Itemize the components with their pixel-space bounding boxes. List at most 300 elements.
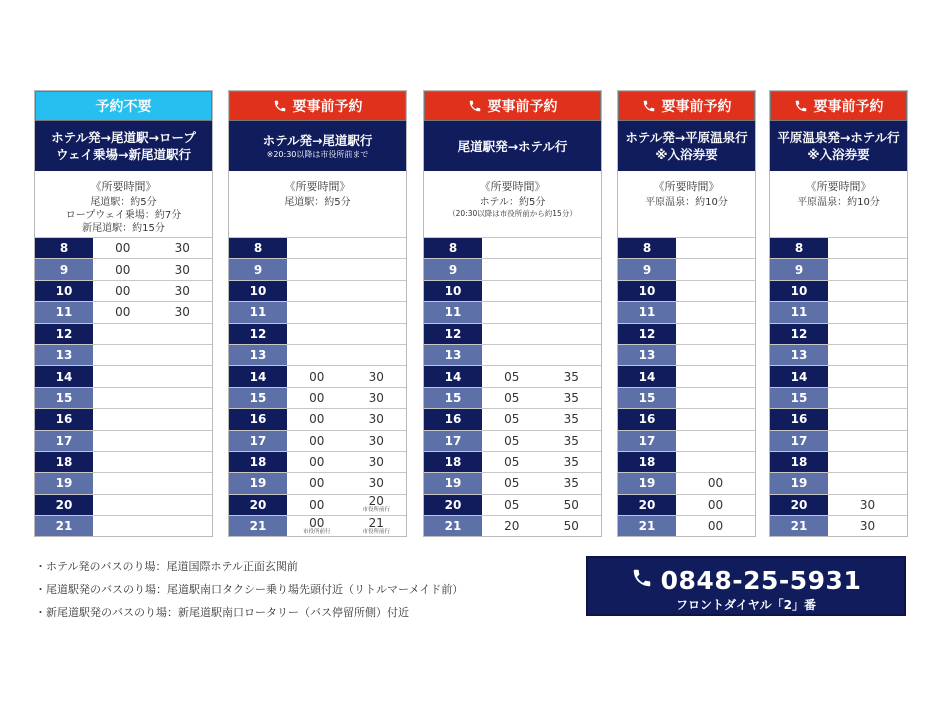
hour-cell: 10 <box>770 281 828 301</box>
minute-cell <box>828 238 907 258</box>
minute-cell <box>482 516 542 536</box>
hour-cell: 18 <box>229 452 287 472</box>
phone-icon <box>642 99 656 113</box>
minute-cell <box>287 238 347 258</box>
minute-cell <box>828 452 907 472</box>
departure-minute: 30 <box>174 241 190 256</box>
minute-cell <box>482 388 542 408</box>
hour-cell: 19 <box>424 473 482 493</box>
minute-cell <box>482 409 542 429</box>
minute-cell <box>482 302 542 322</box>
minute-cell <box>676 302 755 322</box>
route-title <box>35 121 212 171</box>
departure-minute: 20 <box>368 494 384 509</box>
minute-cell <box>482 345 542 365</box>
departure-minute: 00 <box>115 262 131 277</box>
minute-cell <box>676 238 755 258</box>
minute-cell <box>93 388 153 408</box>
timetable-row <box>35 472 212 493</box>
timetable-card <box>617 90 756 537</box>
minute-cell <box>676 473 755 493</box>
hour-cell: 10 <box>229 281 287 301</box>
hour-cell: 11 <box>770 302 828 322</box>
reservation-badge <box>229 91 406 121</box>
departure-minute: 30 <box>859 497 876 512</box>
departure-minute: 50 <box>563 497 579 512</box>
hour-cell: 16 <box>770 409 828 429</box>
timetable-row <box>35 365 212 386</box>
hour-cell: 8 <box>35 238 93 258</box>
departure-minute: 00 <box>115 283 131 298</box>
timetable-row <box>618 301 755 322</box>
hour-cell: 20 <box>618 495 676 515</box>
travel-time-heading: 《所要時間》 <box>284 180 351 193</box>
hour-cell: 16 <box>229 409 287 429</box>
timetable-row <box>770 301 907 322</box>
hour-cell: 17 <box>770 431 828 451</box>
hour-cell: 9 <box>618 259 676 279</box>
hour-cell: 10 <box>35 281 93 301</box>
timetable-row <box>770 323 907 344</box>
hour-cell: 20 <box>424 495 482 515</box>
timetable-row <box>618 323 755 344</box>
reservation-badge <box>618 91 755 121</box>
minute-cell <box>542 302 602 322</box>
timetable-row <box>424 430 601 451</box>
badge-label: 要事前予約 <box>661 99 732 115</box>
timetable-row <box>35 237 212 258</box>
timetable-row <box>35 344 212 365</box>
hour-cell: 12 <box>229 324 287 344</box>
badge-label: 要事前予約 <box>813 99 884 115</box>
timetable-row <box>424 258 601 279</box>
hour-cell: 20 <box>229 495 287 515</box>
departure-minute: 21 <box>368 515 384 530</box>
timetable-row <box>229 280 406 301</box>
departure-minute: 35 <box>563 433 579 448</box>
timetable-row <box>35 430 212 451</box>
hour-cell: 11 <box>618 302 676 322</box>
departure-minute: 00 <box>707 497 724 512</box>
hour-cell: 15 <box>229 388 287 408</box>
hour-cell: 9 <box>424 259 482 279</box>
note-line: ・ホテル発のバスのり場：尾道国際ホテル正面玄関前 <box>35 560 298 573</box>
minute-cell <box>153 302 213 322</box>
timetable-row <box>229 430 406 451</box>
minute-cell <box>287 388 347 408</box>
minute-cell <box>347 409 407 429</box>
departure-minute: 35 <box>563 369 579 384</box>
travel-time-heading: 《所要時間》 <box>653 180 720 193</box>
departure-minute: 30 <box>368 412 384 427</box>
hour-cell: 8 <box>229 238 287 258</box>
travel-time-section <box>618 171 755 237</box>
departure-minute: 30 <box>368 369 384 384</box>
departure-minute: 00 <box>309 515 325 530</box>
minute-cell <box>287 366 347 386</box>
timetable-row <box>35 387 212 408</box>
minute-cell <box>287 345 347 365</box>
minute-cell <box>287 473 347 493</box>
timetable-row <box>424 494 601 515</box>
minute-cell <box>287 259 347 279</box>
route-title-line: ホテル発→尾道駅行 <box>262 132 373 148</box>
minute-cell <box>542 345 602 365</box>
timetable-row <box>229 301 406 322</box>
departure-minute: 05 <box>504 390 520 405</box>
badge-label: 予約不要 <box>95 99 152 115</box>
timetable-row <box>424 515 601 536</box>
route-title-line: ホテル発→平原温泉行 <box>625 130 748 145</box>
hour-cell: 21 <box>229 516 287 536</box>
hour-cell: 13 <box>770 345 828 365</box>
minute-cell <box>153 452 213 472</box>
hour-cell: 11 <box>229 302 287 322</box>
route-title-line: ウェイ乗場→新尾道駅行 <box>56 147 191 162</box>
minute-cell <box>482 431 542 451</box>
travel-time-line: 尾道駅：約5分 <box>284 197 351 208</box>
travel-time-line: 新尾道駅：約15分 <box>82 223 165 234</box>
travel-time-line: 平原温泉：約10分 <box>645 197 728 208</box>
timetable-row <box>618 515 755 536</box>
departure-minute: 05 <box>504 433 520 448</box>
timetable-row <box>35 301 212 322</box>
departure-minute: 00 <box>309 497 325 512</box>
timetable-row <box>424 472 601 493</box>
minute-cell <box>828 388 907 408</box>
minute-cell <box>153 388 213 408</box>
timetable-row <box>770 258 907 279</box>
hour-cell: 10 <box>424 281 482 301</box>
departure-minute: 35 <box>563 476 579 491</box>
hour-cell: 21 <box>770 516 828 536</box>
minute-cell <box>93 366 153 386</box>
minute-cell <box>347 516 407 536</box>
minute-cell <box>828 345 907 365</box>
timetable-row <box>770 280 907 301</box>
timetable-row <box>618 408 755 429</box>
timetable-card <box>34 90 213 537</box>
departure-minute: 00 <box>309 455 325 470</box>
travel-time-heading: 《所要時間》 <box>805 180 872 193</box>
minute-cell <box>93 409 153 429</box>
timetable-row <box>770 387 907 408</box>
hour-cell: 8 <box>770 238 828 258</box>
departure-minute: 05 <box>504 412 520 427</box>
hour-cell: 14 <box>35 366 93 386</box>
hour-cell: 13 <box>229 345 287 365</box>
minute-cell <box>828 516 907 536</box>
hour-cell: 8 <box>424 238 482 258</box>
hour-cell: 18 <box>770 452 828 472</box>
minute-cell <box>93 259 153 279</box>
minute-cell <box>542 516 602 536</box>
timetable-row <box>618 387 755 408</box>
minute-cell <box>347 431 407 451</box>
timetable-row <box>770 451 907 472</box>
hour-cell: 13 <box>35 345 93 365</box>
hour-cell: 19 <box>618 473 676 493</box>
minute-cell <box>93 238 153 258</box>
minute-cell <box>153 516 213 536</box>
minute-cell <box>287 281 347 301</box>
hour-cell: 20 <box>35 495 93 515</box>
timetable-row <box>770 237 907 258</box>
departure-minute: 30 <box>174 283 190 298</box>
travel-time-section <box>770 171 907 237</box>
minute-cell <box>828 431 907 451</box>
minute-cell <box>153 473 213 493</box>
minute-cell <box>828 324 907 344</box>
contact-box <box>586 556 906 616</box>
hour-cell: 15 <box>424 388 482 408</box>
timetable-row <box>229 365 406 386</box>
hour-cell: 21 <box>35 516 93 536</box>
minute-cell <box>287 495 347 515</box>
minute-cell <box>153 366 213 386</box>
minute-cell <box>676 345 755 365</box>
timetable-row <box>35 258 212 279</box>
minute-cell <box>93 495 153 515</box>
timetable-row <box>229 237 406 258</box>
hour-cell: 21 <box>618 516 676 536</box>
minute-cell <box>153 324 213 344</box>
travel-time-line: 尾道駅：約5分 <box>90 197 157 208</box>
route-title-line: 平原温泉発→ホテル行 <box>777 130 900 145</box>
minute-cell <box>676 409 755 429</box>
hour-cell: 11 <box>424 302 482 322</box>
hour-cell: 13 <box>424 345 482 365</box>
timetable-row <box>770 430 907 451</box>
departure-minute: 50 <box>563 519 579 534</box>
travel-time-section <box>35 171 212 237</box>
minute-cell <box>828 409 907 429</box>
minute-cell <box>287 324 347 344</box>
travel-time-heading: 《所要時間》 <box>479 180 546 193</box>
departure-minute: 30 <box>368 476 384 491</box>
minute-cell <box>93 302 153 322</box>
minute-cell <box>153 281 213 301</box>
timetable-row <box>424 408 601 429</box>
hour-cell: 16 <box>424 409 482 429</box>
hour-cell: 12 <box>618 324 676 344</box>
reservation-badge <box>35 91 212 121</box>
hour-cell: 9 <box>770 259 828 279</box>
minute-cell <box>347 473 407 493</box>
minute-cell <box>828 259 907 279</box>
contact-dial-instructions: フロントダイヤル「2」番 <box>676 598 816 612</box>
timetable-row <box>770 515 907 536</box>
minute-cell <box>482 324 542 344</box>
timetable-row <box>424 387 601 408</box>
departure-minute: 00 <box>309 369 325 384</box>
departure-note: 市役所前行 <box>362 528 390 535</box>
note-line: ・尾道駅発のバスのり場：尾道駅南口タクシー乗り場先頭付近（リトルマーメイド前） <box>35 583 464 596</box>
minute-cell <box>676 516 755 536</box>
timetable-row <box>424 301 601 322</box>
minute-cell <box>347 452 407 472</box>
departure-minute: 00 <box>707 519 724 534</box>
departure-minute: 05 <box>504 369 520 384</box>
minute-cell <box>93 473 153 493</box>
hour-cell: 9 <box>35 259 93 279</box>
departure-minute: 35 <box>563 390 579 405</box>
hour-cell: 15 <box>618 388 676 408</box>
timetable-row <box>618 258 755 279</box>
minute-cell <box>828 495 907 515</box>
timetable-row <box>618 365 755 386</box>
phone-icon <box>273 99 287 113</box>
minute-cell <box>828 366 907 386</box>
minute-cell <box>828 281 907 301</box>
travel-time-heading: 《所要時間》 <box>90 180 157 193</box>
travel-time-note: （20:30以降は市役所前から約15分） <box>448 209 577 218</box>
timetable-row <box>618 451 755 472</box>
hour-cell: 17 <box>229 431 287 451</box>
departure-minute: 30 <box>174 305 190 320</box>
timetable-row <box>229 494 406 515</box>
departure-minute: 30 <box>368 455 384 470</box>
minute-cell <box>676 366 755 386</box>
hour-cell: 16 <box>618 409 676 429</box>
timetable-row <box>618 280 755 301</box>
departure-minute: 00 <box>115 305 131 320</box>
departure-minute: 30 <box>368 390 384 405</box>
minute-cell <box>287 409 347 429</box>
timetable-row <box>424 344 601 365</box>
minute-cell <box>153 431 213 451</box>
phone-icon <box>468 99 482 113</box>
timetable-row <box>424 237 601 258</box>
hour-cell: 12 <box>424 324 482 344</box>
route-title-line: 尾道駅発→ホテル行 <box>457 138 568 154</box>
timetable-row <box>229 515 406 536</box>
minute-cell <box>542 473 602 493</box>
departure-minute: 35 <box>563 412 579 427</box>
hour-cell: 17 <box>424 431 482 451</box>
timetable-row <box>35 515 212 536</box>
minute-cell <box>287 516 347 536</box>
departure-minute: 30 <box>368 433 384 448</box>
minute-cell <box>542 495 602 515</box>
departure-minute: 30 <box>174 262 190 277</box>
timetable-row <box>35 494 212 515</box>
reservation-badge <box>770 91 907 121</box>
hour-cell: 19 <box>35 473 93 493</box>
minute-cell <box>482 238 542 258</box>
minute-cell <box>347 366 407 386</box>
minute-cell <box>676 452 755 472</box>
hour-cell: 18 <box>618 452 676 472</box>
timetable-row <box>770 472 907 493</box>
departure-minute: 00 <box>115 241 131 256</box>
departure-minute: 00 <box>309 476 325 491</box>
phone-icon <box>794 99 808 113</box>
minute-cell <box>287 431 347 451</box>
hour-cell: 9 <box>229 259 287 279</box>
minute-cell <box>153 345 213 365</box>
badge-label: 要事前予約 <box>292 99 363 115</box>
travel-time-section <box>229 171 406 237</box>
hour-cell: 13 <box>618 345 676 365</box>
hour-cell: 17 <box>618 431 676 451</box>
timetable-row <box>35 323 212 344</box>
minute-cell <box>482 259 542 279</box>
hour-cell: 15 <box>770 388 828 408</box>
departure-note: 市役所前行 <box>362 507 390 514</box>
hour-cell: 11 <box>35 302 93 322</box>
departure-minute: 05 <box>504 455 520 470</box>
phone-icon <box>631 566 653 595</box>
route-title <box>424 121 601 171</box>
hour-cell: 20 <box>770 495 828 515</box>
departure-minute: 00 <box>309 433 325 448</box>
hour-cell: 15 <box>35 388 93 408</box>
hour-cell: 19 <box>770 473 828 493</box>
hour-cell: 12 <box>35 324 93 344</box>
minute-cell <box>482 281 542 301</box>
minute-cell <box>347 238 407 258</box>
hour-cell: 17 <box>35 431 93 451</box>
timetable-row <box>229 408 406 429</box>
minute-cell <box>93 324 153 344</box>
minute-cell <box>482 366 542 386</box>
departure-minute: 30 <box>859 519 876 534</box>
route-title <box>618 121 755 171</box>
timetable-row <box>770 344 907 365</box>
timetable-row <box>229 387 406 408</box>
hour-cell: 14 <box>229 366 287 386</box>
bus-stop-notes <box>35 555 463 624</box>
route-title <box>770 121 907 171</box>
timetable-card <box>423 90 602 537</box>
departure-minute: 05 <box>504 476 520 491</box>
minute-cell <box>482 495 542 515</box>
timetable-row <box>229 323 406 344</box>
timetable-row <box>424 365 601 386</box>
minute-cell <box>542 281 602 301</box>
contact-phone-number[interactable]: 0848-25-5931 <box>660 566 862 595</box>
reservation-badge <box>424 91 601 121</box>
travel-time-line: ホテル：約5分 <box>479 197 546 208</box>
departure-note: 市役所前行 <box>302 528 331 535</box>
minute-cell <box>676 259 755 279</box>
minute-cell <box>542 366 602 386</box>
timetable-row <box>770 494 907 515</box>
minute-cell <box>542 431 602 451</box>
timetable-row <box>424 280 601 301</box>
minute-cell <box>347 259 407 279</box>
timetable-row <box>229 344 406 365</box>
minute-cell <box>828 302 907 322</box>
route-title <box>229 121 406 171</box>
timetable-row <box>35 408 212 429</box>
badge-label: 要事前予約 <box>487 99 558 115</box>
minute-cell <box>153 495 213 515</box>
timetable-row <box>618 430 755 451</box>
minute-cell <box>93 431 153 451</box>
minute-cell <box>347 324 407 344</box>
hour-cell: 21 <box>424 516 482 536</box>
minute-cell <box>676 281 755 301</box>
minute-cell <box>347 302 407 322</box>
departure-minute: 05 <box>504 497 520 512</box>
departure-minute: 00 <box>309 412 325 427</box>
travel-time-line: 平原温泉：約10分 <box>797 197 880 208</box>
hour-cell: 19 <box>229 473 287 493</box>
minute-cell <box>153 409 213 429</box>
hour-cell: 18 <box>424 452 482 472</box>
